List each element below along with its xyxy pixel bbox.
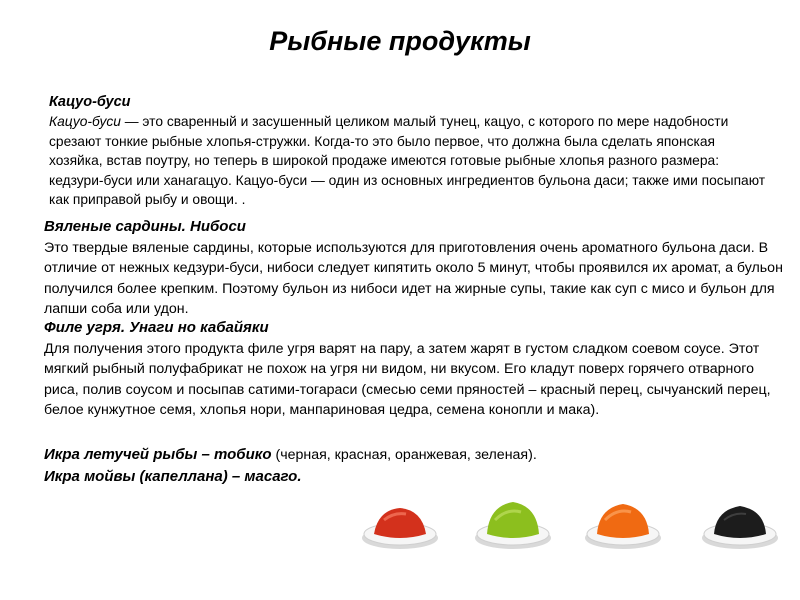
section-katsuobushi [49, 92, 769, 210]
black-roe-bowl-image [700, 490, 780, 552]
section-niboshi [44, 216, 784, 320]
red-roe-bowl-image [360, 490, 440, 552]
term: Кацуо-буси [49, 114, 121, 129]
section-text: Для получения этого продукта филе угря варят на пару, а затем жарят в густом сладком соевом соусе. Этот мягкий рыбный полуфабрикат не похож на угря ни видом, ни вкусом. Его кладут поверх горячего отварного риса, полив соусом и посыпав сатими-тогараси (смесью семи пряностей – красный перец, сычуанский перец, белое кунжутное семя, хлопья нори, манпариновая цедра, семена конопли и мака). [44, 341, 771, 419]
masago-label: Икра мойвы (капеллана) – масаго. [44, 468, 302, 485]
description: — это сваренный и засушенный целиком малый тунец, кацуо, с которого по мере надобности срезают тонкие рыбные хлопья-стружки. Когда-то это было первое, что должна была сделать японская хозяйка, встав поутру, но теперь в широкой продаже имеются готовые рыбные хлопья разного размера: кедзури-буси или ханагацуо. Кацуо-буси — один из основных ингредиентов бульона даси; также ими посыпают как приправой рыбу и овощи. . [49, 114, 766, 208]
section-heading: Кацуо-буси [49, 94, 131, 110]
slide-title: Рыбные продукты [269, 26, 531, 56]
section-heading: Вяленые сардины. Нибоси [44, 218, 246, 235]
green-roe-bowl-image [473, 490, 553, 552]
tobiko-note: (черная, красная, оранжевая, зеленая). [271, 447, 537, 463]
tobiko-label: Икра летучей рыбы – тобико [44, 446, 272, 463]
section-roe [44, 444, 784, 488]
section-text [49, 112, 769, 210]
orange-roe-bowl-image [583, 490, 663, 552]
tobiko-line [44, 444, 784, 466]
section-unagi [44, 317, 784, 421]
roe-photos [360, 490, 780, 560]
section-text: Это твердые вяленые сардины, которые используются для приготовления очень ароматного бульона даси. В отличие от нежных кедзури-буси, нибоси следует кипятить около 5 минут, чтобы проявился их аромат, а бульон получился более крепким. Поэтому бульон из нибоси идет на жирные супы, такие как суп с мисо и бульон для лапши соба или удон. [44, 240, 783, 318]
section-heading: Филе угря. Унаги но кабайяки [44, 319, 269, 336]
